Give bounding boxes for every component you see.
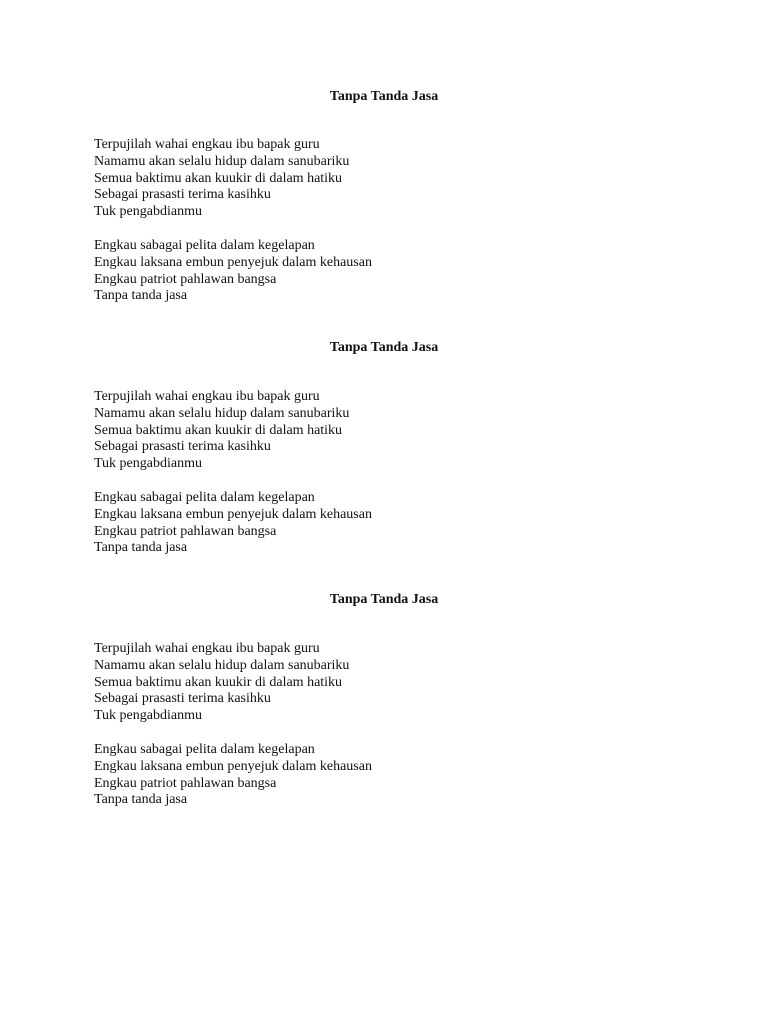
lyric-line: Semua baktimu akan kuukir di dalam hatiku xyxy=(94,170,343,186)
stanza-1 xyxy=(94,137,349,221)
lyric-line: Tuk pengabdianmu xyxy=(94,708,202,724)
lyric-line: Terpujilah wahai engkau ibu bapak guru xyxy=(94,389,320,404)
stanza-2 xyxy=(94,490,372,557)
lyric-line: Sebagai prasasti terima kasihku xyxy=(94,187,271,203)
stanza-1 xyxy=(94,641,349,725)
stanza-2 xyxy=(94,238,372,305)
lyric-line: Engkau laksana embun penyejuk dalam kehausan xyxy=(94,506,372,522)
lyric-line: Engkau sabagai pelita dalam kegelapan xyxy=(94,238,315,253)
stanza-2 xyxy=(94,742,372,809)
lyric-line: Engkau patriot pahlawan bangsa xyxy=(94,523,277,539)
lyric-line: Tuk pengabdianmu xyxy=(94,456,202,472)
lyric-line: Engkau patriot pahlawan bangsa xyxy=(94,271,277,287)
lyric-line: Namamu akan selalu hidup dalam sanubariku xyxy=(94,657,350,673)
lyric-line: Namamu akan selalu hidup dalam sanubariku xyxy=(94,153,350,169)
lyric-line: Terpujilah wahai engkau ibu bapak guru xyxy=(94,641,320,656)
lyric-line: Engkau sabagai pelita dalam kegelapan xyxy=(94,742,315,757)
song-title: Tanpa Tanda Jasa xyxy=(329,89,439,104)
lyric-line: Tanpa tanda jasa xyxy=(94,288,188,304)
song-title: Tanpa Tanda Jasa xyxy=(329,340,439,355)
lyric-line: Tanpa tanda jasa xyxy=(94,792,188,808)
lyric-line: Semua baktimu akan kuukir di dalam hatiku xyxy=(94,422,343,438)
lyric-line: Sebagai prasasti terima kasihku xyxy=(94,691,271,707)
lyric-line: Namamu akan selalu hidup dalam sanubariku xyxy=(94,405,350,421)
lyric-line: Tanpa tanda jasa xyxy=(94,540,188,556)
lyric-line: Semua baktimu akan kuukir di dalam hatiku xyxy=(94,674,343,690)
lyric-line: Engkau patriot pahlawan bangsa xyxy=(94,775,277,791)
stanza-1 xyxy=(94,389,349,473)
lyric-line: Sebagai prasasti terima kasihku xyxy=(94,439,271,455)
lyric-line: Engkau laksana embun penyejuk dalam kehausan xyxy=(94,254,372,270)
lyric-line: Engkau laksana embun penyejuk dalam kehausan xyxy=(94,758,372,774)
lyric-line: Terpujilah wahai engkau ibu bapak guru xyxy=(94,137,320,152)
song-title: Tanpa Tanda Jasa xyxy=(329,592,439,607)
lyric-line: Engkau sabagai pelita dalam kegelapan xyxy=(94,490,315,505)
lyric-line: Tuk pengabdianmu xyxy=(94,204,202,220)
